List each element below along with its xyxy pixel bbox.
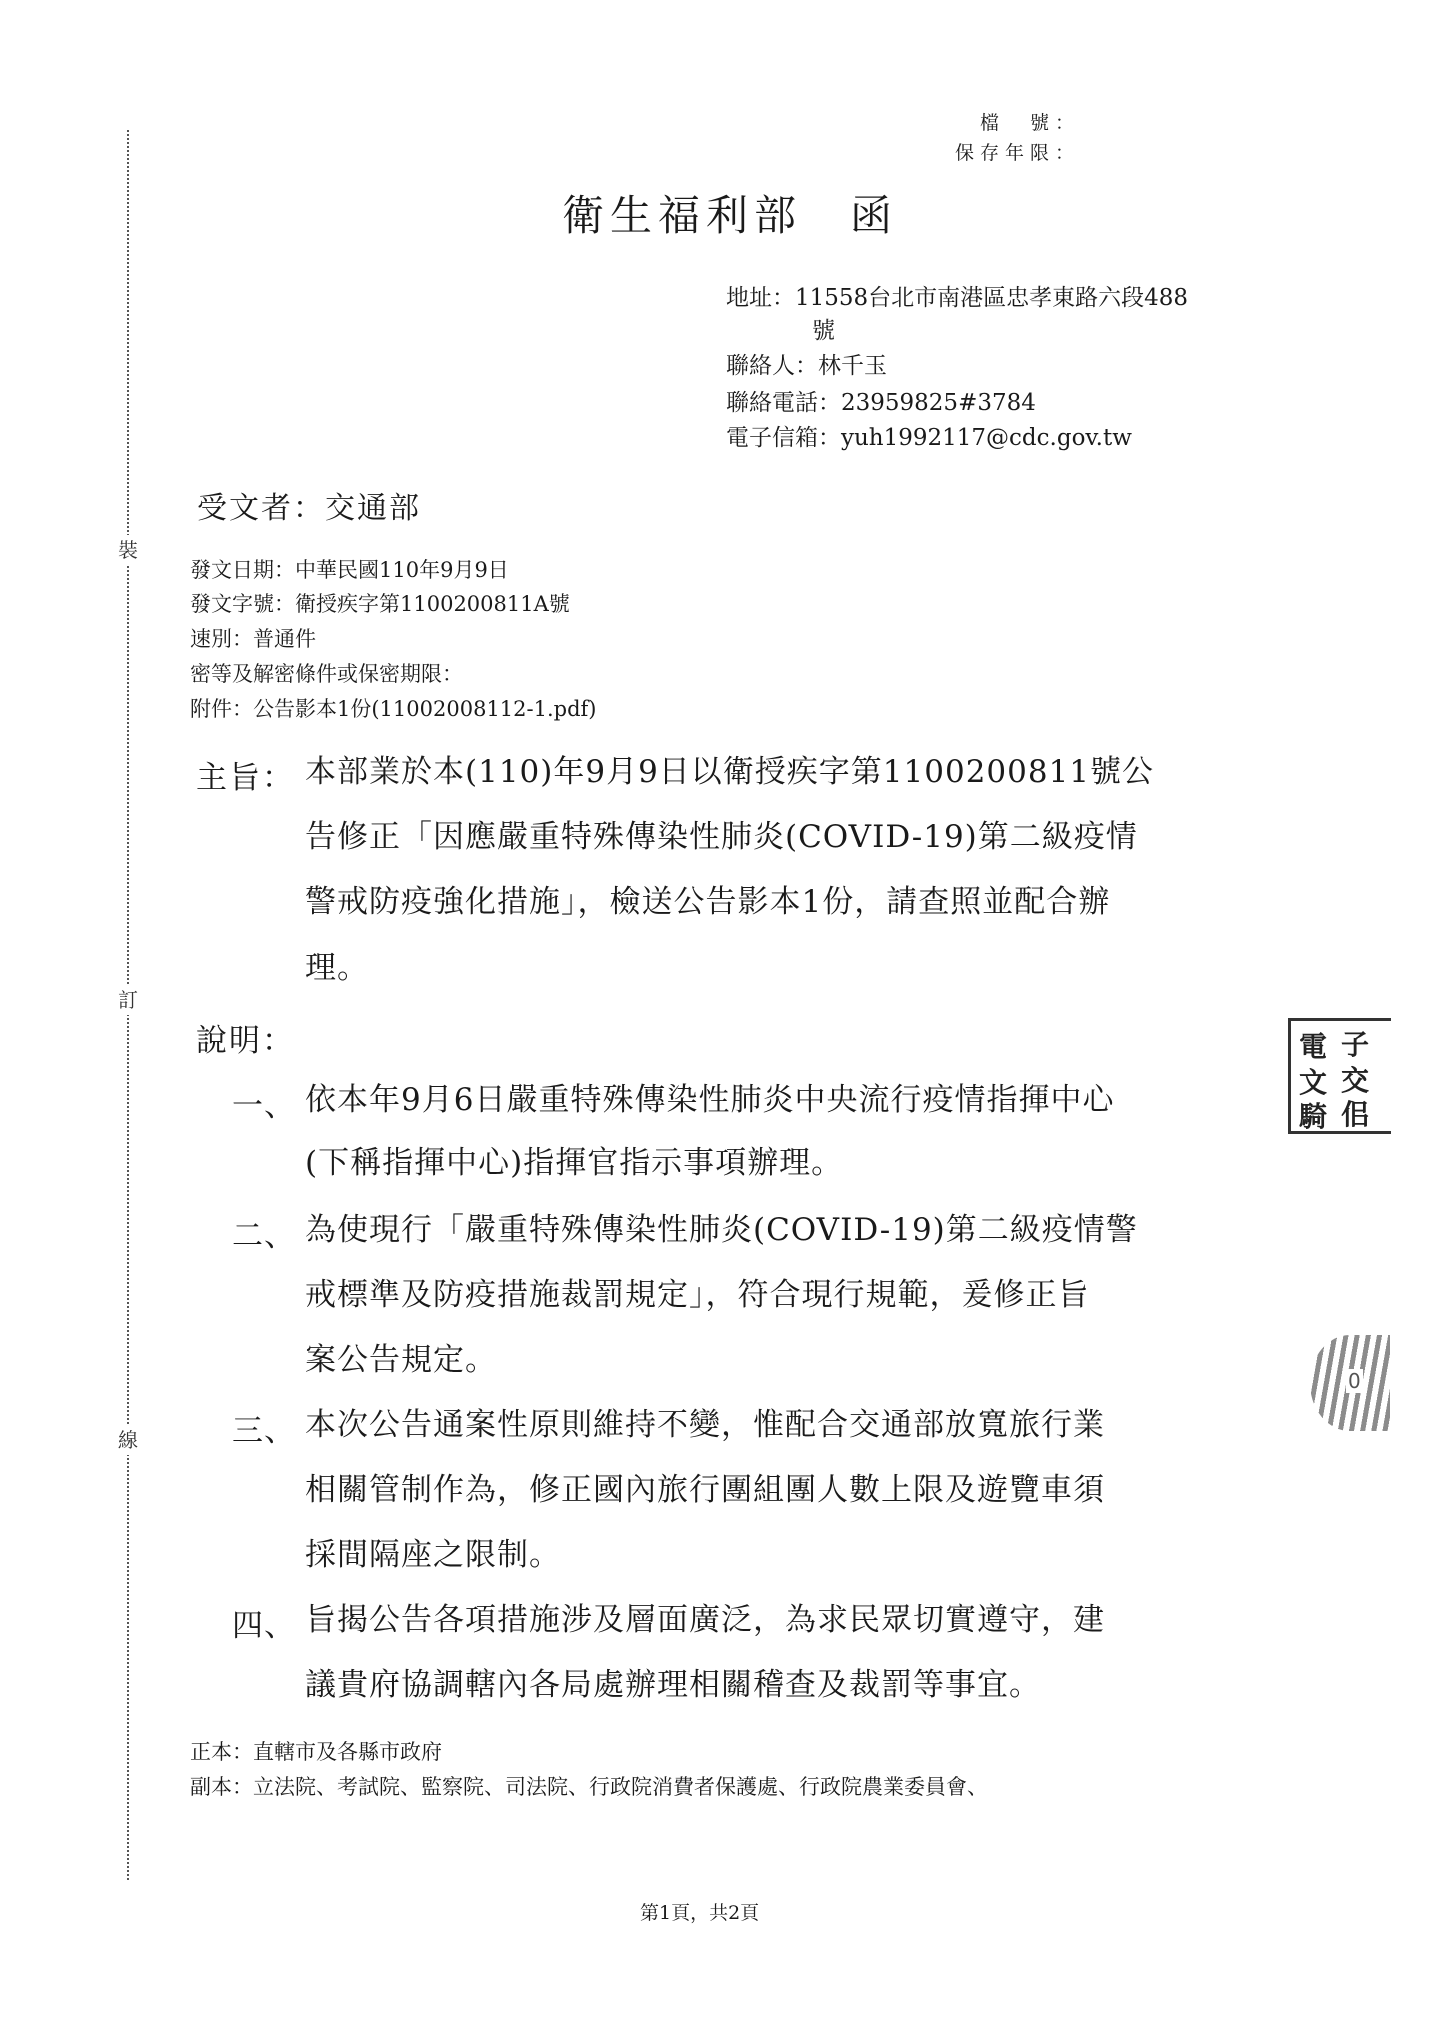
security-level: 密等及解密條件或保密期限： [190, 662, 463, 686]
recipient: 受文者：交通部 [197, 491, 421, 526]
item-line: 相關管制作為，修正國內旅行團組團人數上限及遊覽車須 [305, 1472, 1105, 1508]
stamp-char: 騎 [1299, 1100, 1328, 1133]
distribution-copies: 副本：立法院、考試院、監察院、司法院、行政院消費者保護處、行政院農業委員會、 [190, 1775, 988, 1799]
contact-phone: 聯絡電話：23959825#3784 [726, 390, 1036, 416]
address-line-2: 號 [812, 318, 835, 344]
explanation-label: 說明： [196, 1023, 295, 1059]
item-line: 旨揭公告各項措施涉及層面廣泛，為求民眾切實遵守，建 [305, 1602, 1105, 1638]
item-number: 四、 [232, 1608, 296, 1644]
contact-email: 電子信箱：yuh1992117@cdc.gov.tw [726, 425, 1132, 451]
item-line: 依本年9月6日嚴重特殊傳染性肺炎中央流行疫情指揮中心 [305, 1082, 1115, 1118]
address-line-1: 地址：11558台北市南港區忠孝東路六段488 [726, 285, 1189, 311]
subject-label: 主旨： [196, 760, 295, 796]
stamp-char: 佀 [1341, 1098, 1370, 1131]
subject-line: 警戒防疫強化措施」，檢送公告影本1份，請查照並配合辦 [305, 884, 1111, 920]
subject-line: 本部業於本(110)年9月9日以衛授疾字第1100200811號公 [305, 754, 1155, 790]
page-number: 第1頁，共2頁 [640, 1902, 760, 1924]
item-number: 二、 [232, 1218, 296, 1254]
item-line: 戒標準及防疫措施裁罰規定」，符合現行規範，爰修正旨 [305, 1277, 1090, 1313]
stamp-char: 交 [1341, 1064, 1370, 1097]
contact-person: 聯絡人：林千玉 [726, 353, 887, 379]
issue-date: 發文日期：中華民國110年9月9日 [190, 558, 509, 582]
electronic-doc-stamp [1288, 1018, 1391, 1134]
item-number: 三、 [232, 1413, 296, 1449]
stamp-char: 文 [1299, 1066, 1328, 1099]
binding-mark-ding: 訂 [113, 985, 143, 1015]
subject-line: 理。 [305, 950, 369, 986]
item-line: 為使現行「嚴重特殊傳染性肺炎(COVID-19)第二級疫情警 [305, 1212, 1138, 1248]
item-line: 議貴府協調轄內各局處辦理相關稽查及裁罰等事宜。 [305, 1667, 1041, 1703]
distribution-original: 正本：直轄市及各縣市政府 [190, 1740, 442, 1764]
item-line: 本次公告通案性原則維持不變，惟配合交通部放寬旅行業 [305, 1407, 1105, 1443]
item-line: 採間隔座之限制。 [305, 1537, 561, 1573]
doc-number: 發文字號：衛授疾字第1100200811A號 [190, 592, 570, 616]
official-seal-icon [1310, 1335, 1390, 1431]
stamp-char: 電 [1299, 1030, 1328, 1063]
subject-line: 告修正「因應嚴重特殊傳染性肺炎(COVID-19)第二級疫情 [305, 819, 1138, 855]
speed-category: 速別：普通件 [190, 627, 316, 651]
item-line: (下稱指揮中心)指揮官指示事項辦理。 [305, 1145, 844, 1181]
attachment: 附件：公告影本1份(11002008112-1.pdf) [190, 697, 597, 721]
file-number-label: 檔 號： [979, 112, 1080, 134]
doc-type: 函 [850, 191, 899, 240]
agency-name: 衛生福利部 [562, 191, 803, 240]
binding-mark-zhuang: 裝 [113, 535, 143, 565]
item-number: 一、 [232, 1088, 296, 1124]
item-line: 案公告規定。 [305, 1342, 497, 1378]
retention-label: 保存年限： [954, 142, 1080, 164]
binding-mark-xian: 線 [113, 1425, 143, 1455]
document-title [562, 183, 898, 243]
seal-digit: 0 [1348, 1369, 1361, 1393]
stamp-char: 子 [1341, 1028, 1370, 1061]
